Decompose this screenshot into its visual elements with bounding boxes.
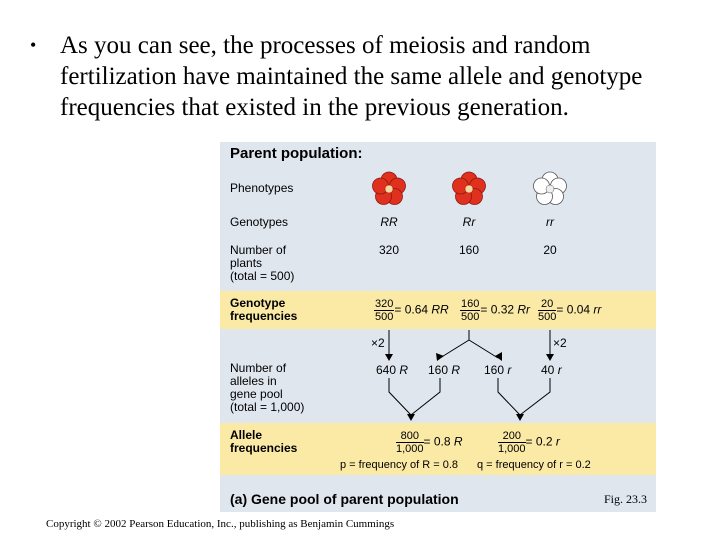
genotype-rr-hetero: Rr <box>462 215 476 229</box>
multiplier-left: ×2 <box>371 336 385 350</box>
p-definition: p = frequency of R = 0.8 <box>340 459 459 471</box>
allele-frequency-r-recessive: $\frac{200}{1,000}$ = 0.2 r <box>498 430 560 455</box>
genotype-frequencies-label: Genotype frequencies <box>230 296 298 323</box>
plant-count-rr-recessive: 20 <box>543 243 557 257</box>
multiplier-right: ×2 <box>553 336 567 350</box>
allele-frequency-r-dominant: $\frac{800}{1,000}$ = 0.8 R <box>396 430 463 455</box>
allele-count-160-r-dominant: 160 R <box>428 363 461 377</box>
plant-count-rr-hetero: 160 <box>458 243 480 257</box>
figure-title: Parent population: <box>230 145 363 162</box>
number-plants-label: Number of plants (total = 500) <box>230 243 295 283</box>
genotype-frequency-rr-hetero: $\frac{160}{500}$ = 0.32 Rr <box>461 298 531 323</box>
bullet-symbol: • <box>30 35 37 55</box>
flower-icon-white <box>534 172 567 205</box>
figure-reference: Fig. 23.3 <box>604 492 648 506</box>
flower-icon-red-rr-hetero <box>453 172 486 205</box>
allele-count-640-r: 640 R <box>376 363 409 377</box>
q-definition: q = frequency of r = 0.2 <box>477 459 591 471</box>
copyright-footer: Copyright © 2002 Pearson Education, Inc., publishing as Benjamin Cummings <box>46 518 395 530</box>
flower-icon-red-rr <box>373 172 406 205</box>
genotype-rr-dominant: RR <box>380 215 398 229</box>
flow-arrows <box>389 330 550 415</box>
figure-caption: (a) Gene pool of parent population <box>230 491 459 507</box>
arrow-heads <box>385 352 554 421</box>
alleles-gene-pool-label: Number of alleles in gene pool (total = 1,000) <box>230 361 305 414</box>
allele-count-160-r-recessive: 160 r <box>484 363 512 377</box>
bullet-text: As you can see, the processes of meiosis and random fertilization have maintained the same allele and genotype frequencies that existed in the previous generation. <box>60 32 643 121</box>
genotype-rr-recessive: rr <box>546 215 554 229</box>
genotypes-label: Genotypes <box>230 215 289 229</box>
genotype-frequency-rr-recessive: $\frac{20}{500}$ = 0.04 rr <box>538 298 602 323</box>
allele-count-40-r: 40 r <box>541 363 562 377</box>
plant-count-rr: 320 <box>378 243 400 257</box>
genotype-frequency-rr: $\frac{320}{500}$ = 0.64 RR <box>375 298 449 323</box>
allele-frequencies-label: Allele frequencies <box>230 428 298 455</box>
phenotypes-label: Phenotypes <box>230 181 294 195</box>
